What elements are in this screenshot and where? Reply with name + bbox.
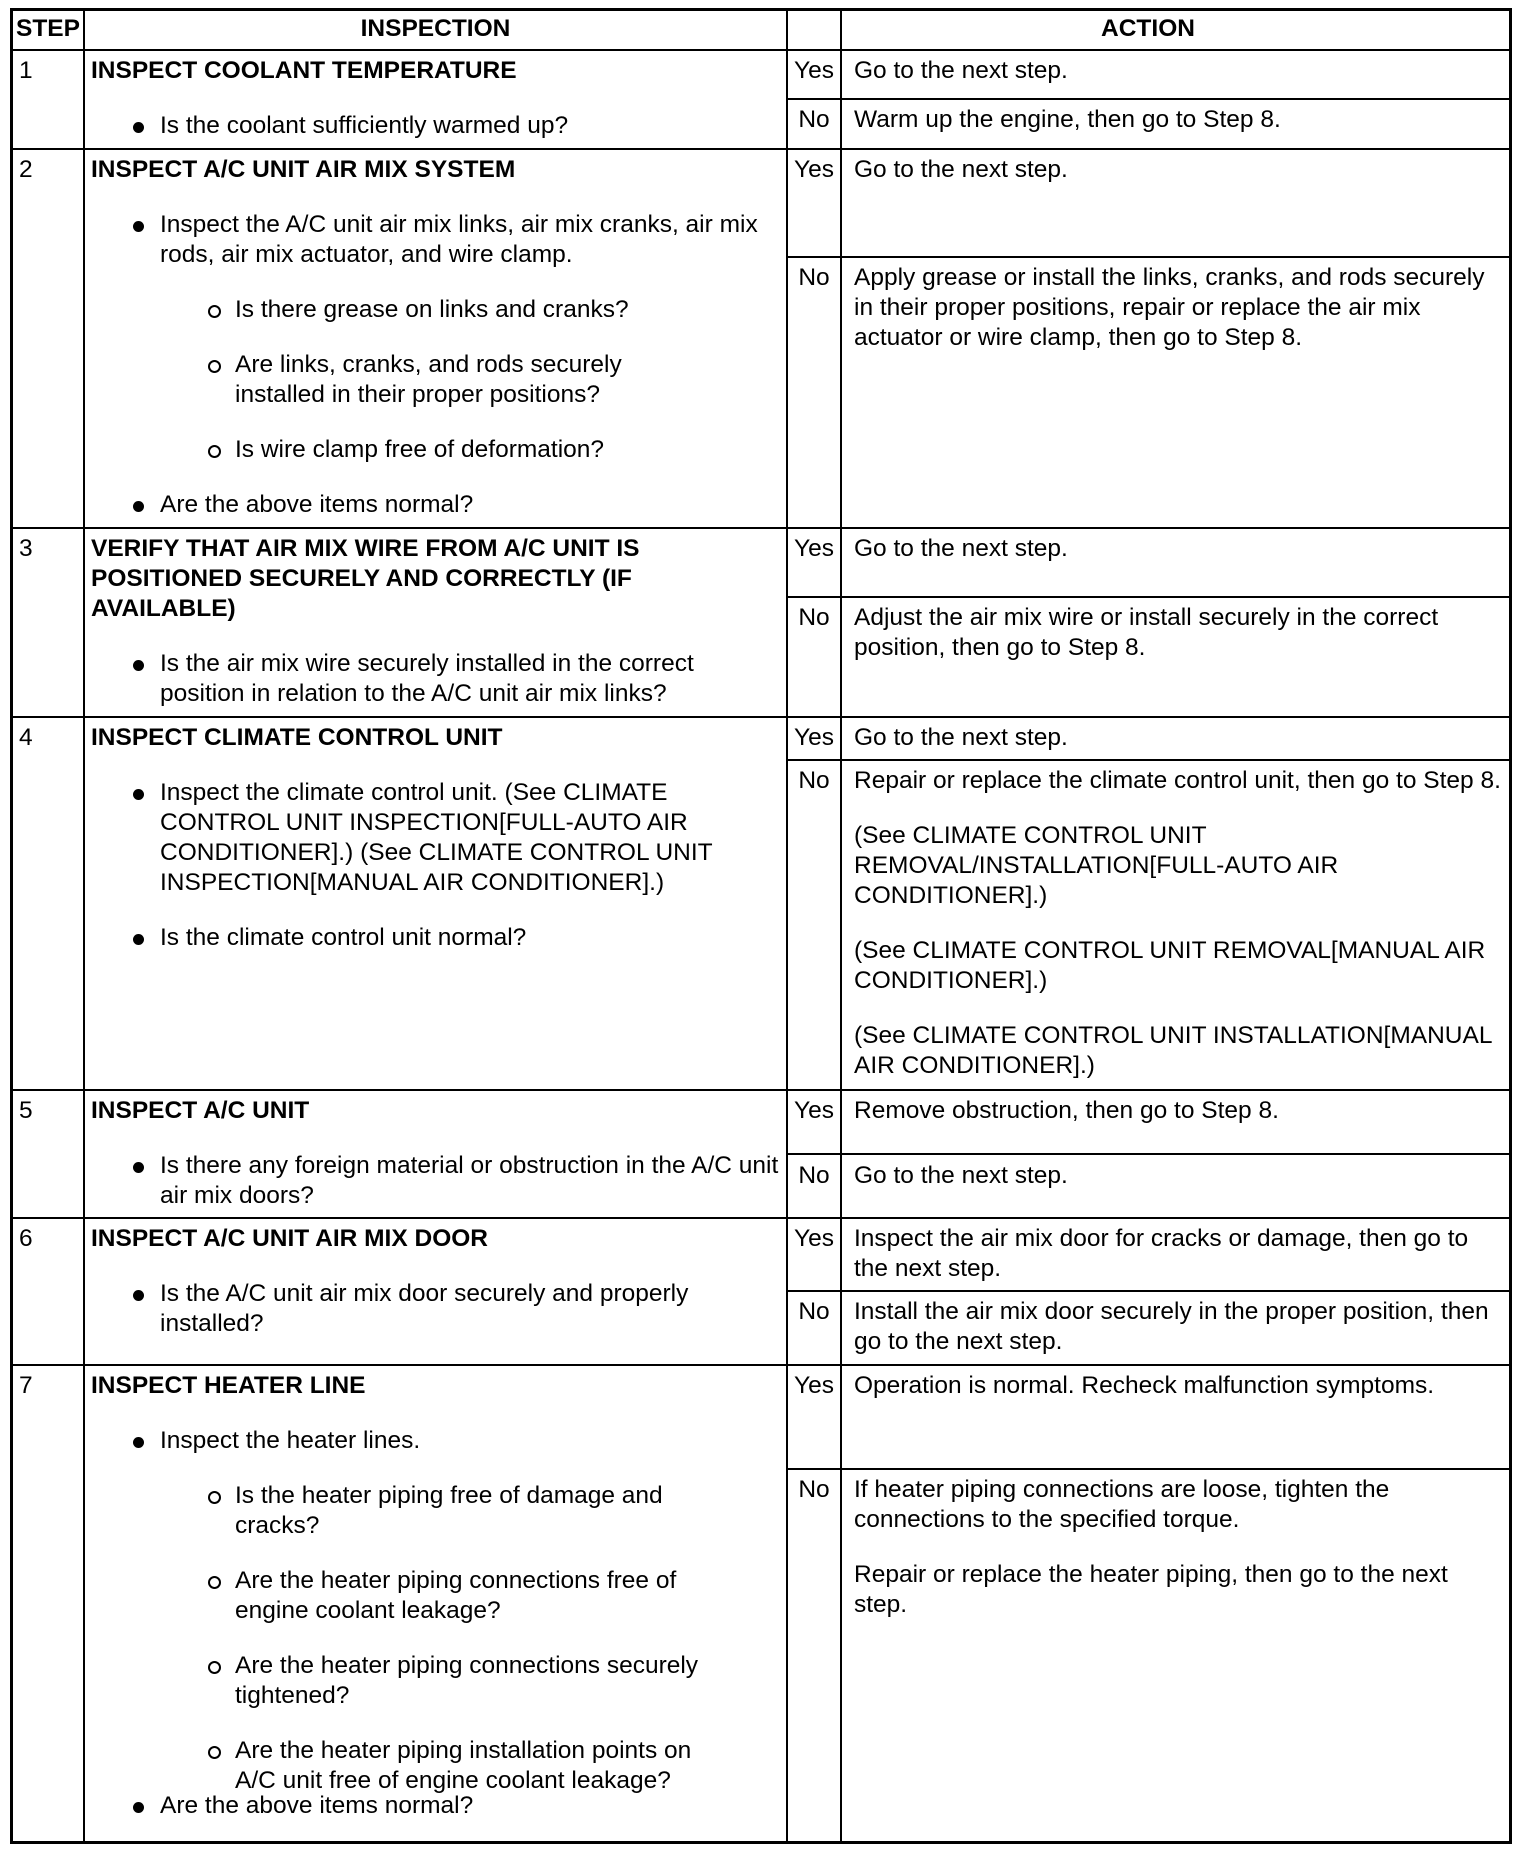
yes-label: Yes [794,57,834,84]
yes-no-divider [786,759,1509,761]
step-title: INSPECT COOLANT TEMPERATURE [91,57,517,84]
no-action-reference: (See CLIMATE CONTROL UNIT REMOVAL/INSTALLATION[FULL-AUTO AIR CONDITIONER].) [854,822,1339,909]
no-action-line: If heater piping connections are loose, tighten the connections to the specified torque. [854,1476,1390,1533]
inspection-subitem: Are links, cranks, and rods securely installed in their proper positions? [85,350,715,410]
no-label: No [798,1162,830,1189]
no-label: No [798,264,830,291]
step-number: 5 [19,1097,33,1124]
step-number: 7 [19,1372,33,1399]
yes-no-divider [786,1468,1509,1470]
yes-label: Yes [794,156,834,183]
inspection-item: Is the coolant sufficiently warmed up? [85,111,780,141]
step-title: INSPECT A/C UNIT [91,1097,310,1124]
yes-label: Yes [794,535,834,562]
inspection-item: Inspect the heater lines. [85,1426,780,1456]
step-number: 1 [19,57,33,84]
yes-action: Inspect the air mix door for cracks or damage, then go to the next step. [854,1225,1469,1282]
no-label: No [798,1476,830,1503]
inspection-item: Inspect the A/C unit air mix links, air mix cranks, air mix rods, air mix actuator, and wire clamp. [85,210,780,270]
inspection-item: Is the air mix wire securely installed in the correct position in relation to the A/C unit air mix links? [85,649,780,709]
inspection-item: Is there any foreign material or obstruction in the A/C unit air mix doors? [85,1151,780,1211]
inspection-item: Inspect the climate control unit. (See CLIMATE CONTROL UNIT INSPECTION[FULL-AUTO AIR CONDITIONER].) (See CLIMATE CONTROL UNIT INSPECTION[MANUAL AIR CONDITIONER].) [85,778,780,898]
no-action: Apply grease or install the links, cranks, and rods securely in their proper positions, repair or replace the air mix actuator or wire clamp, then go to Step 8. [854,264,1485,351]
no-label: No [798,1298,830,1325]
no-action: Install the air mix door securely in the proper position, then go to the next step. [854,1298,1489,1355]
inspection-subitem: Are the heater piping installation points on A/C unit free of engine coolant leakage? [85,1736,725,1796]
yes-label: Yes [794,1097,834,1124]
inspection-item: Are the above items normal? [85,490,780,520]
header-step: STEP [16,15,80,42]
yes-action: Go to the next step. [854,57,1068,84]
step-title: INSPECT HEATER LINE [91,1372,366,1399]
yes-no-divider [786,1290,1509,1292]
inspection-subitem: Is the heater piping free of damage and cracks? [85,1481,705,1541]
no-label: No [798,604,830,631]
step-title: INSPECT A/C UNIT AIR MIX SYSTEM [91,156,516,183]
inspection-item: Is the A/C unit air mix door securely and properly installed? [85,1279,780,1339]
step-title: INSPECT CLIMATE CONTROL UNIT [91,724,503,751]
no-action [854,1475,1454,1620]
step-title: INSPECT A/C UNIT AIR MIX DOOR [91,1225,489,1252]
yes-action: Go to the next step. [854,724,1068,751]
no-action-reference: (See CLIMATE CONTROL UNIT REMOVAL[MANUAL AIR CONDITIONER].) [854,937,1486,994]
step-number: 6 [19,1225,33,1252]
no-action-line: Repair or replace the climate control unit, then go to Step 8. [854,767,1501,794]
no-action-reference: (See CLIMATE CONTROL UNIT INSTALLATION[MANUAL AIR CONDITIONER].) [854,1022,1492,1079]
yes-no-divider [786,256,1509,258]
column-divider-yesno [840,11,842,1841]
no-action: Adjust the air mix wire or install securely in the correct position, then go to Step 8. [854,604,1439,661]
header-inspection: INSPECTION [360,15,511,42]
yes-action: Operation is normal. Recheck malfunction symptoms. [854,1372,1435,1399]
inspection-subitem: Is wire clamp free of deformation? [85,435,775,465]
no-action: Warm up the engine, then go to Step 8. [854,106,1281,133]
inspection-subitem: Is there grease on links and cranks? [85,295,775,325]
step-number: 3 [19,535,33,562]
yes-label: Yes [794,1372,834,1399]
yes-no-divider [786,1153,1509,1155]
yes-action: Remove obstruction, then go to Step 8. [854,1097,1279,1124]
inspection-subitem: Are the heater piping connections securely tightened? [85,1651,755,1711]
step-number: 4 [19,724,33,751]
no-action: Go to the next step. [854,1162,1068,1189]
row-divider [13,1089,1509,1091]
yes-action: Go to the next step. [854,535,1068,562]
yes-label: Yes [794,724,834,751]
troubleshooting-table [10,8,1512,1844]
inspection-subitem: Are the heater piping connections free of engine coolant leakage? [85,1566,715,1626]
row-divider [13,527,1509,529]
no-label: No [798,106,830,133]
yes-action: Go to the next step. [854,156,1068,183]
header-action: ACTION [1101,15,1195,42]
inspection-item: Are the above items normal? [85,1791,780,1821]
yes-label: Yes [794,1225,834,1252]
row-divider [13,148,1509,150]
step-number: 2 [19,156,33,183]
no-action-line: Repair or replace the heater piping, then go to the next step. [854,1561,1448,1618]
no-label: No [798,767,830,794]
yes-no-divider [786,98,1509,100]
step-title: VERIFY THAT AIR MIX WIRE FROM A/C UNIT IS POSITIONED SECURELY AND CORRECTLY (IF AVAILABLE) [91,535,640,622]
inspection-item: Is the climate control unit normal? [85,923,780,953]
row-divider [13,1364,1509,1366]
no-action [854,766,1509,1081]
yes-no-divider [786,596,1509,598]
header-divider [13,49,1509,51]
row-divider [13,1217,1509,1219]
row-divider [13,716,1509,718]
